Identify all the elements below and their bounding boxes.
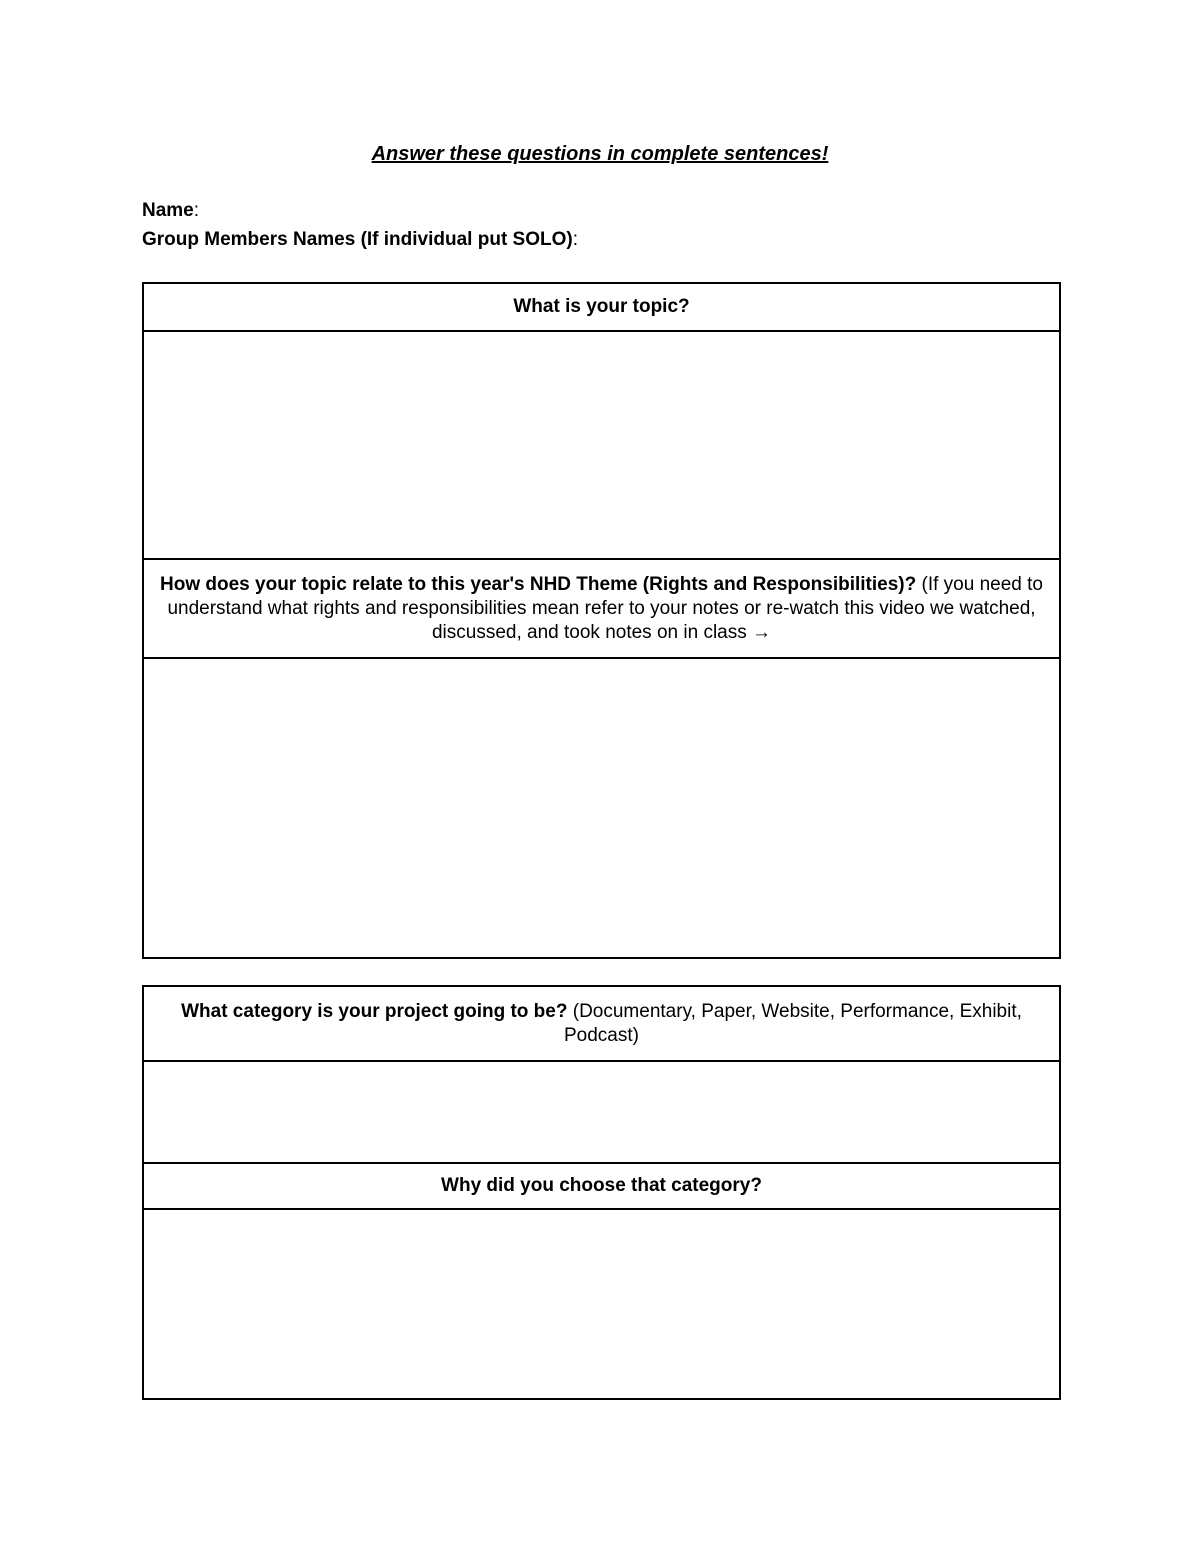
name-colon: : xyxy=(193,200,200,221)
questions-table-2 xyxy=(142,985,1061,1400)
question-theme-text xyxy=(158,573,1045,645)
question-theme: How does your topic relate to this year's NHD Theme (Rights and Responsibilities)? xyxy=(160,573,917,595)
question-category-text xyxy=(158,1000,1045,1048)
question-theme-note: (If you need to understand what rights and responsibilities mean refer to your notes or re-watch this video we watched, discussed, and took notes on in class → xyxy=(167,573,1043,643)
question-why-category: Why did you choose that category? xyxy=(441,1175,762,1196)
question-theme-header xyxy=(144,558,1059,657)
answer-theme-area[interactable] xyxy=(144,657,1059,957)
name-field[interactable] xyxy=(142,199,199,223)
question-topic-header xyxy=(144,284,1059,330)
question-category-header xyxy=(144,987,1059,1060)
answer-topic-area[interactable] xyxy=(144,330,1059,558)
name-label: Name xyxy=(142,200,194,221)
question-category: What category is your project going to be? xyxy=(181,1000,568,1022)
questions-table-1 xyxy=(142,282,1061,959)
answer-why-area[interactable] xyxy=(144,1208,1059,1398)
page-title: Answer these questions in complete sentences! xyxy=(371,143,829,165)
question-category-note: (Documentary, Paper, Website, Performance, Exhibit, Podcast) xyxy=(564,1000,1022,1046)
group-members-colon: : xyxy=(572,229,578,250)
question-topic: What is your topic? xyxy=(513,296,690,317)
group-members-label: Group Members Names (If individual put SOLO) xyxy=(142,229,573,250)
group-members-field[interactable] xyxy=(142,228,578,252)
question-why-header xyxy=(144,1162,1059,1208)
answer-category-area[interactable] xyxy=(144,1060,1059,1162)
